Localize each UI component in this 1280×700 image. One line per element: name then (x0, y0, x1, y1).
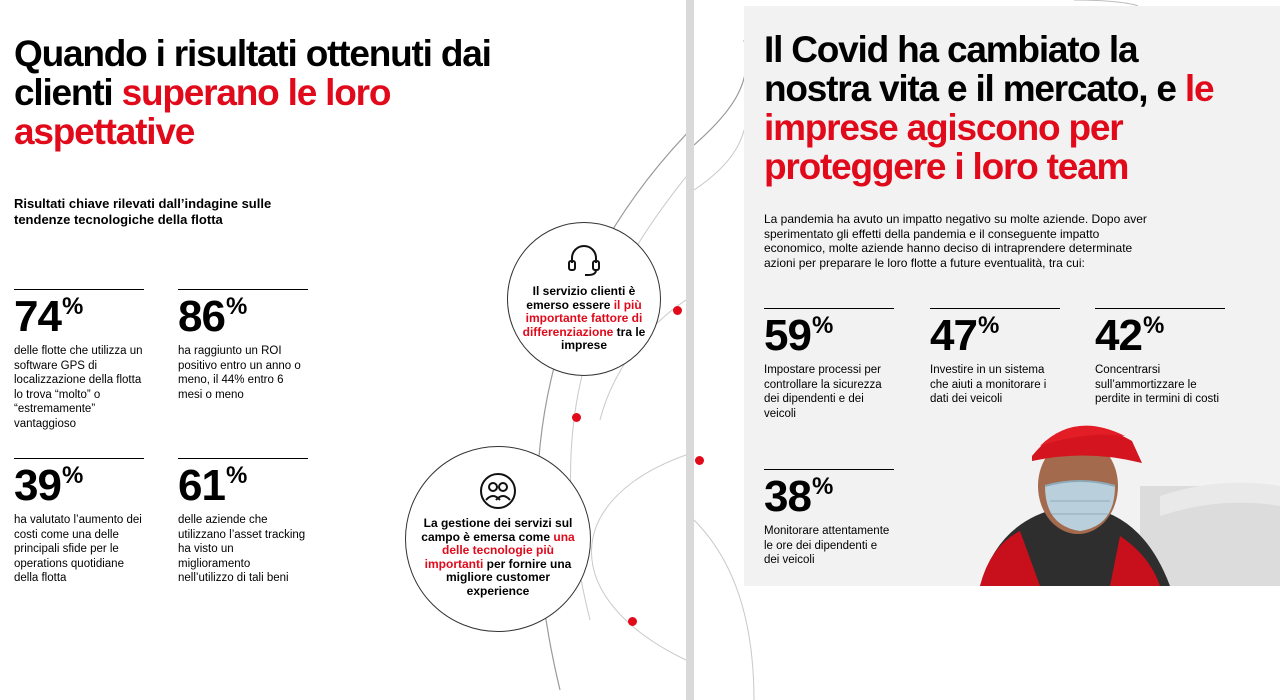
stat-text: delle aziende che utilizzano l’asset tracking ha visto un miglioramento nell’utilizzo di tali beni (178, 514, 306, 585)
red-dot (673, 306, 682, 315)
bubble-text-before: La gestione dei servizi sul campo è emersa come (421, 516, 573, 544)
stat-unit: % (977, 312, 999, 339)
stat-text: Monitorare attentamente le ore dei dipendenti e dei veicoli (764, 525, 890, 567)
stat-value: 47 (930, 311, 977, 360)
left-heading-black: Quando i risultati ottenuti dai clienti (14, 33, 491, 113)
stat-value: 61 (178, 461, 225, 510)
stat-text: Investire in un sistema che aiuti a monitorare i dati dei veicoli (930, 364, 1047, 406)
stat-unit: % (811, 312, 833, 339)
red-dot (628, 617, 637, 626)
bubble-text (522, 285, 646, 353)
right-heading-red: le imprese agiscono per proteggere i loro team (764, 68, 1214, 187)
stat-42 (1095, 308, 1225, 407)
bubble-text-before: Il servizio clienti è emerso essere (526, 284, 636, 312)
bubble-text (418, 517, 578, 598)
stat-value: 42 (1095, 311, 1142, 360)
bubble-text-after: per fornire una migliore customer experience (445, 556, 572, 598)
left-heading (14, 34, 494, 151)
stat-value: 74 (14, 292, 61, 341)
stat-39 (14, 458, 144, 586)
left-heading-red: superano le loro aspettative (14, 72, 391, 152)
red-dot (572, 413, 581, 422)
field-service-bubble (405, 446, 591, 632)
stat-value: 38 (764, 472, 811, 521)
right-page (694, 0, 1280, 700)
stat-38 (764, 469, 894, 568)
stat-value: 86 (178, 292, 225, 341)
stat-unit: % (1142, 312, 1164, 339)
customer-service-bubble (507, 222, 661, 376)
stat-text: delle flotte che utilizza un software GPS di localizzazione della flotta lo trova “molto” o “estremamente” vantaggioso (14, 345, 143, 430)
stat-unit: % (225, 293, 247, 320)
right-intro: La pandemia ha avuto un impatto negativo su molte aziende. Dopo aver sperimentato gli effetti della pandemia e il conseguente impatto economico, molte aziende hanno deciso di intraprendere determinate azioni per preparare le loro flotte a future eventualità, tra cui: (764, 212, 1147, 270)
stat-59 (764, 308, 894, 421)
stat-value: 39 (14, 461, 61, 510)
stat-text: ha valutato l’aumento dei costi come una delle principali sfide per le operations quotidiane della flotta (14, 514, 142, 585)
worker-photo (920, 406, 1280, 586)
stat-text: Concentrarsi sull’ammortizzare le perdite in termini di costi (1095, 364, 1219, 406)
stat-text: Impostare processi per controllare la sicurezza dei dipendenti e dei veicoli (764, 364, 882, 420)
team-icon (478, 471, 518, 511)
right-heading-black: Il Covid ha cambiato la nostra vita e il mercato, e (764, 29, 1185, 109)
stat-unit: % (225, 462, 247, 489)
page-gutter (686, 0, 694, 700)
stat-74 (14, 289, 144, 432)
right-heading (764, 30, 1234, 186)
bubble-text-highlight: una delle tecnologie più importanti (424, 529, 575, 571)
stat-value: 59 (764, 311, 811, 360)
stat-unit: % (61, 293, 83, 320)
stat-text: ha raggiunto un ROI positivo entro un anno o meno, il 44% entro 6 mesi o meno (178, 345, 301, 401)
stat-47 (930, 308, 1060, 407)
stat-unit: % (61, 462, 83, 489)
covid-panel (744, 6, 1280, 586)
red-dot (695, 456, 704, 465)
left-subheading: Risultati chiave rilevati dall’indagine sulle tendenze tecnologiche della flotta (14, 196, 272, 227)
bubble-text-highlight: il più importante fattore di differenziazione (522, 297, 643, 339)
stat-61 (178, 458, 308, 586)
stat-86 (178, 289, 308, 402)
stat-unit: % (811, 473, 833, 500)
bubble-text-after: tra le imprese (560, 324, 646, 352)
headset-icon (564, 239, 604, 279)
